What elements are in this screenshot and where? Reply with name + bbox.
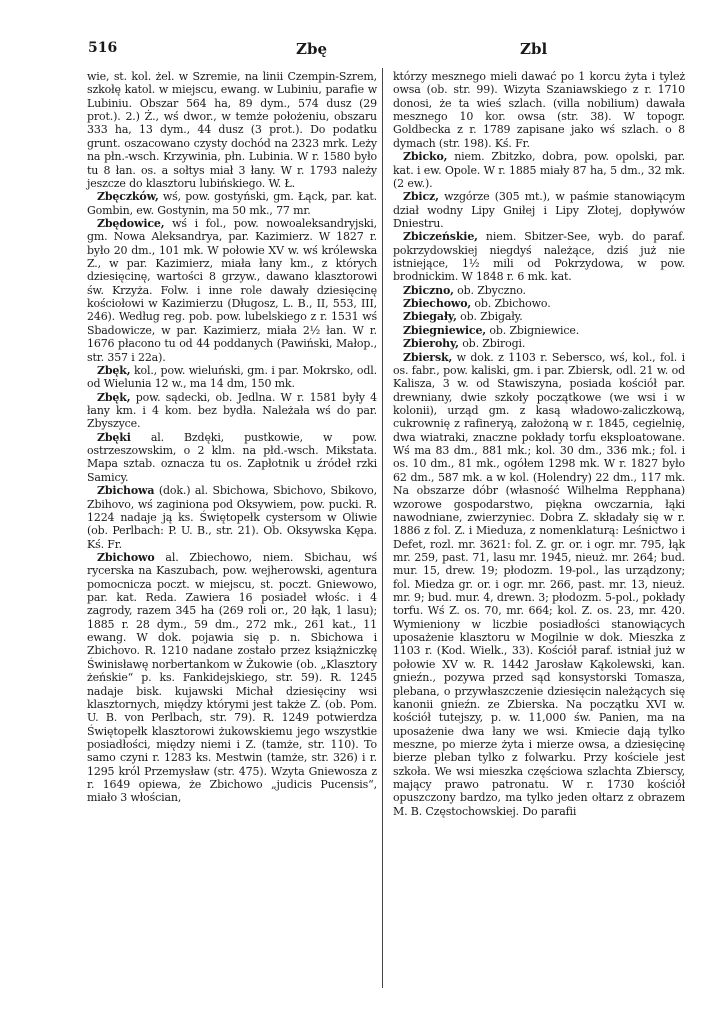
entry-paragraph: którzy mesznego mieli dawać po 1 korcu żyta i tyleż owsa (ob. str. 99). Wizyta Szaniawskiego z r. 1710 donosi, że ta wieś szlach. (villa nobilium) dawała mesznego 10 kor. owsa (str. 38). W topogr. Goldbecka z r. 1789 zapisane jako wś szlach. o 8 dymach (str. 198). Kś. Fr.	[393, 70, 685, 150]
entry-paragraph: Zbiersk, w dok. z 1103 r. Sebersco, wś, kol., fol. i os. fabr., pow. kaliski, gm. i par. Zbiersk, odl. 21 w. od Kalisza, 3 w. od Stawiszyna, posiada kościół par. drewniany, dwie szkoły początkowe (we wsi i w kolonii), urząd gm. z kasą władowo-zaliczkową, cukrownię z rafineryą, założoną w r. 1845, cegielnię, dwa wiatraki, znaczne pokłady torfu eksploatowane. Wś ma 83 dm., 881 mk.; kol. 30 dm., 336 mk.; fol. i os. 10 dm., 81 mk., ogółem 1298 mk. W r. 1827 było 62 dm., 587 mk. a w kol. (Holendry) 22 dm., 117 mk. Na obszarze dóbr (własność Wilhelma Repphana) wzorowe gospodarstwo, piękna owczarnia, łąki nawodnianе, zwierzyniec. Dobra Z. składały się w r. 1886 z fol. Z. i Mieduza, z nomenklaturą: Leśnictwo i Defet, rozl. mr. 3621: fol. Z. gr. or. i ogr. mr. 795, łąk mr. 259, past. 71, lasu mr. 1945, nieuż. mr. 264; bud. mur. 15, drew. 19; płodozm. 19-pol., las urządzony; fol. Miedza gr. or. i ogr. mr. 266, past. mr. 13, nieuż. mr. 9; bud. mur. 4, drewn. 3; płodozm. 5-pol., pokłady torfu. Wś Z. os. 70, mr. 664; kol. Z. os. 23, mr. 420. Wymieniony w liczbie posiadłości stanowiących uposażenie klasztoru w Mogilnie w dok. Mieszka z 1103 r. (Kod. Wielk., 33). Kościół paraf. istniał już w połowie XV w. R. 1442 Jarosław Kąkolewski, kan. gnieźn., pozywa przed sąd konsystorski Tomasza, plebana, o przywłaszczenie dziesięcin należących się kanonii gnieźn. ze Zbierska. Na początku XVI w. kościół tutejszy, p. w. 11,000 św. Panien, ma na uposażenie dwa łany we wsi. Kmiecie dają tylko meszne, po mierze żyta i mierze owsa, a dziesięcinę bierze pleban tylko z folwarku. Przy kościele jest szkoła. We wsi mieszka częściowa szlachta Zbierscy, mający prawo patronatu. W r. 1730 kościół opuszczony bardzo, ma tylko jeden ołtarz z obrazem M. B. Częstochowskiej. Do parafii	[393, 350, 685, 818]
entry-paragraph: Zbęki al. Bzdęki, pustkowie, w pow. ostrzeszowskim, o 2 klm. na płd.-wsch. Mikstata. Mapa sztab. oznacza tu os. Zapłotnik u źródeł rzki Samicy.	[87, 430, 377, 484]
left-column	[87, 70, 377, 805]
entry-paragraph: Zbęk, pow. sądecki, ob. Jedlna. W r. 1581 były 4 łany km. i 4 kom. bez bydła. Należała wś do par. Zbyszyce.	[87, 390, 377, 431]
entry-paragraph: Zbiczno, ob. Zbyczno.	[403, 283, 526, 297]
entry-paragraph: Zbicz, wzgórze (305 mt.), w paśmie stanowiącym dział wodny Lipy Gniłej i Lipy Złotej, dopływów Dniestru.	[393, 190, 685, 230]
entry-paragraph: Zbęczków, wś, pow. gostyński, gm. Łąck, par. kat. Gombin, ew. Gostynin, ma 50 mk., 77 mr.	[87, 190, 377, 217]
entry-paragraph: Zbichowa (dok.) al. Sbichowa, Sbichovo, Sbikovo, Zbihovo, wś zaginiona pod Oksywiem, pow. pucki. R. 1224 nadaje ją ks. Świętopełk cystersom w Oliwie (ob. Perlbach: P. U. B., str. 21). Ob. Oksywska Kępa. Kś. Fr.	[87, 484, 377, 551]
entry-paragraph: Zbichowo al. Zbiechowo, niem. Sbichau, wś rycerska na Kaszubach, pow. wejherowski, agentura pomocnicza poczt. w miejscu, st. poczt. Gniewowo, par. kat. Reda. Zawiera 16 posiadeł włośc. i 4 zagrody, razem 345 ha (269 roli or., 20 łąk, 1 lasu); 1885 r. 28 dym., 59 dm., 272 mk., 261 kat., 11 ewang. W dok. pojawia się p. n. Sbichowa i Zbichovo. R. 1210 nadane zostało przez książniczkę Świnisławę norbertankom w Żukowie (ob. „Klasztory żeńskie“ p. ks. Fankidejskiego, str. 59). R. 1245 nadaje bisk. kujawski Michał dziesięciny wsi klasztornych, między którymi jest także Z. (ob. Pom. U. B. von Perlbach, str. 79). R. 1249 potwierdza Świętopełk klasztorowi żukowskiemu jego wszystkie posiadłości, między niemi i Z. (tamże, str. 110). To samo czyni r. 1283 ks. Mestwin (tamże, str. 326) i r. 1295 król Przemysław (str. 475). Wzyta Gniewosza z r. 1649 opiewa, że Zbichowo „judicis Pucensis“, miało 3 włościan,	[87, 550, 377, 805]
entry-paragraph: wie, st. kol. żel. w Szremie, na linii Czempin-Szrem, szkołę katol. w miejscu, ewang. w Lubiniu, parafie w Lubiniu. Obszar 564 ha, 89 dym., 574 dusz (29 prot.). 2.) Ż., wś dwor., w temże położeniu, obszaru 333 ha, 13 dym., 44 dusz (3 prot.). Do podatku grunt. oszacowano czysty dochód na 2323 mrk. Leży na płn.-wsch. Krzywinia, płn. Lubinia. W r. 1580 było tu 8 łan. os. a sołtys miał 3 łany. W r. 1793 należy jeszcze do klasztoru lubińskiego. W. Ł.	[87, 70, 377, 190]
entry-paragraph: Zbędowice, wś i fol., pow. nowoaleksandryjski, gm. Nowa Aleksandrya, par. Kazimierz. W 1827 r. było 20 dm., 101 mk. W połowie XV w. wś królewska Z., w par. Kazimierz, miała łany km., z których dziesięcinę, wartości 8 grzyw., dawano klasztorowi św. Krzyża. Folw. i inne role dawały dziesięcinę kościołowi w Kazimierzu (Długosz, L. B., II, 553, III, 246). Według reg. pob. pow. lubelskiego z r. 1531 wś Sbadowicze, w par. Kazimierz, miała 2½ łan. W r. 1676 płacono tu od 44 poddanych (Pawiński, Małop., str. 357 i 22a).	[87, 216, 377, 364]
entry-paragraph: Zbiegały, ob. Zbigały.	[403, 310, 523, 324]
entry-paragraph: Zbiegniewice, ob. Zbigniewice.	[403, 323, 580, 337]
page-header	[88, 40, 708, 62]
entry-paragraph: Zbiczeńskie, niem. Sbitzer-See, wyb. do paraf. pokrzydowskiej niegdyś należące, dziś już nie istniejące, 1½ mili od Pokrzydowa, w pow. brodnickim. W 1848 r. 6 mk. kat.	[393, 230, 685, 284]
entry-paragraph: Zbicko, niem. Zbitzko, dobra, pow. opolski, par. kat. i ew. Opole. W r. 1885 miały 87 ha, 5 dm., 32 mk. (2 ew.).	[393, 150, 685, 190]
page-number: 516	[88, 40, 118, 56]
entry-paragraph: Zbiechowo, ob. Zbichowo.	[403, 297, 551, 311]
right-column	[393, 70, 685, 818]
entry-paragraph: Zbęk, kol., pow. wieluński, gm. i par. Mokrsko, odl. od Wielunia 12 w., ma 14 dm, 150 mk.	[87, 363, 377, 391]
running-head-left: Zbę	[296, 40, 327, 58]
entry-paragraph: Zbierohy, ob. Zbirogi.	[403, 337, 526, 351]
running-head-right: Zbl	[520, 40, 548, 58]
column-divider	[382, 68, 383, 988]
